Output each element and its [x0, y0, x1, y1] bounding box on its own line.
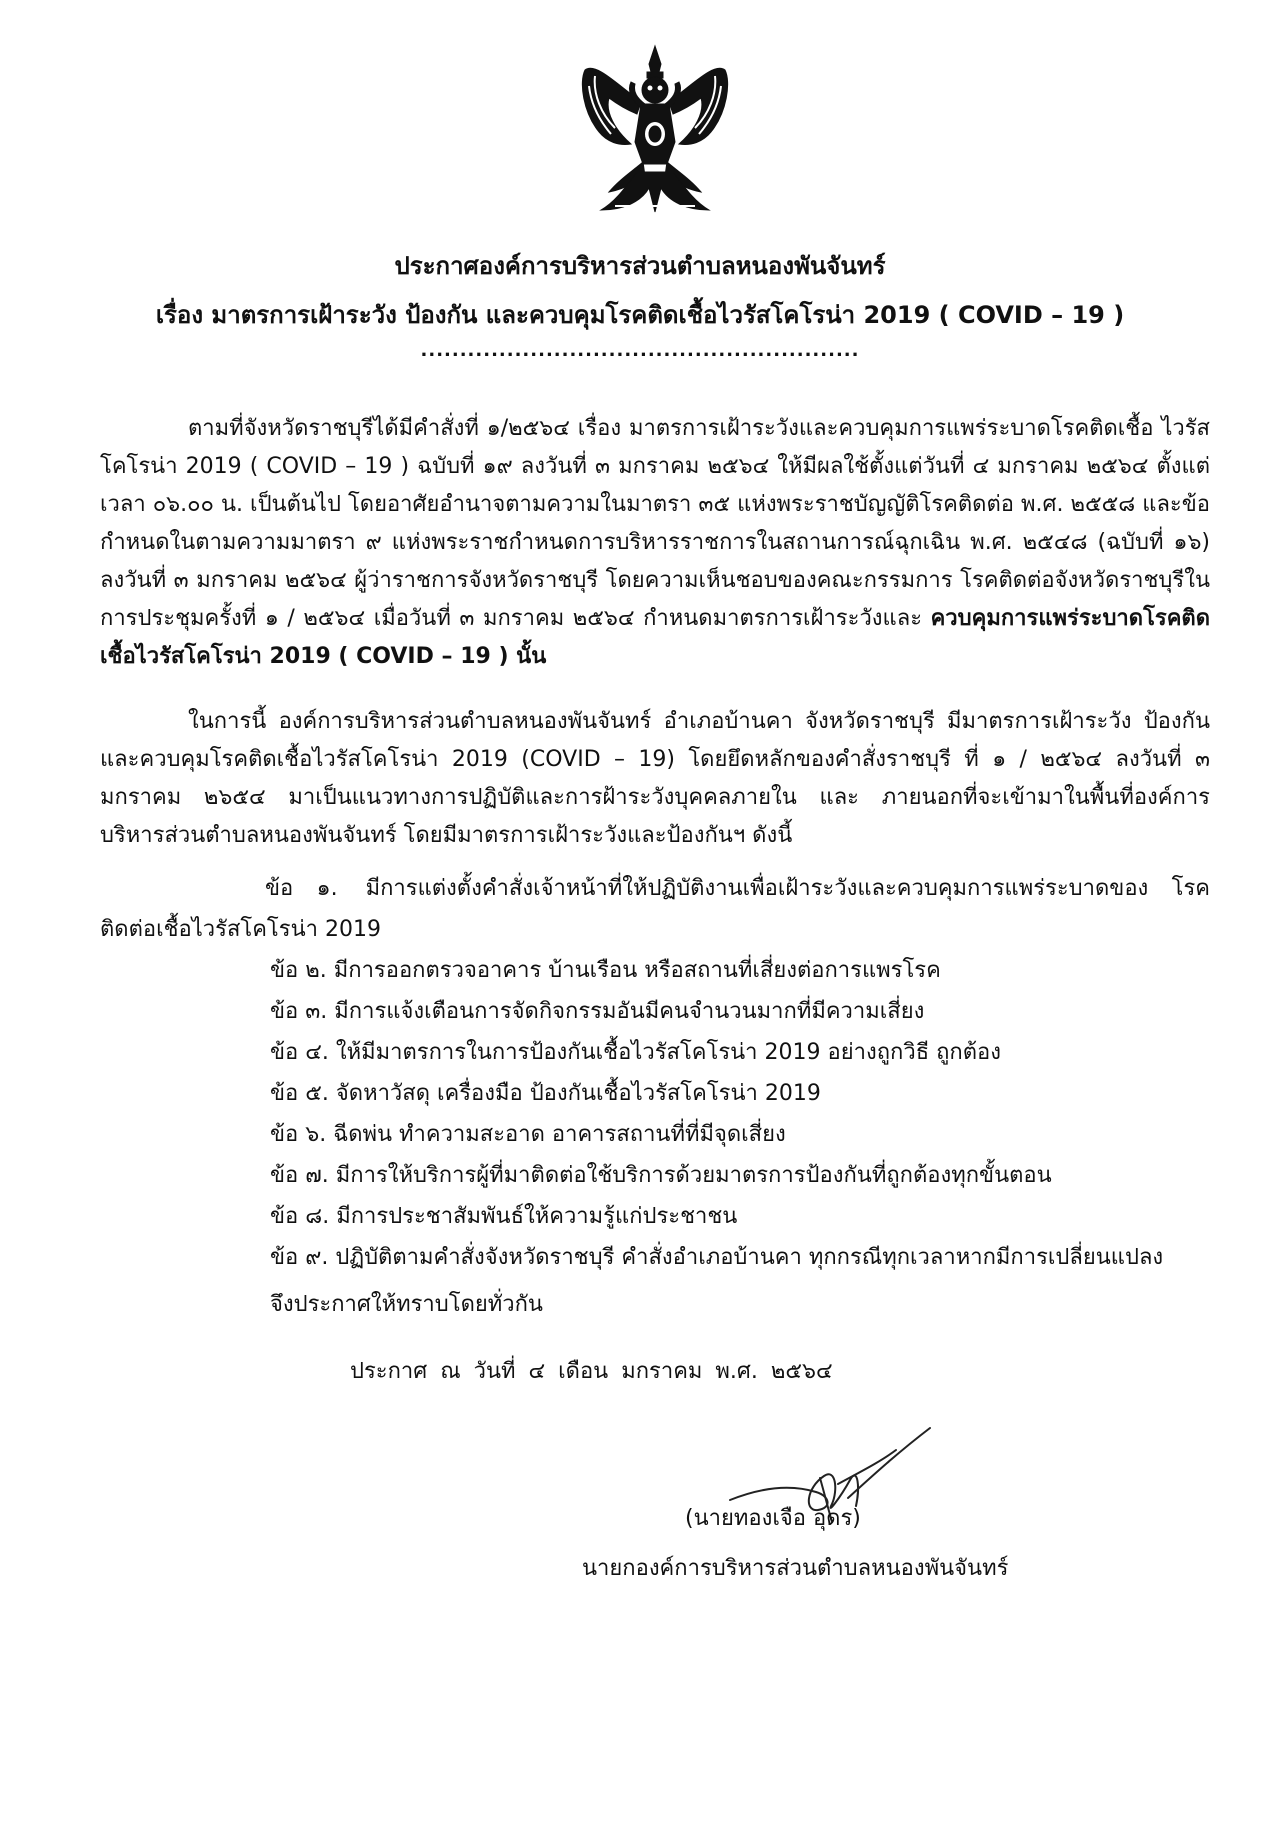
signer-title: นายกองค์การบริหารส่วนตำบลหนองพันจันทร์	[582, 1556, 1009, 1581]
item-text: จัดหาวัสดุ เครื่องมือ ป้องกันเชื้อไวรัสโคโรน่า 2019	[335, 1081, 821, 1106]
signer-name: (นายทองเจือ อุดร)	[685, 1506, 861, 1531]
item-label: ข้อ ๖.	[270, 1122, 327, 1147]
list-item	[100, 1073, 1210, 1114]
list-item	[100, 868, 1210, 950]
announcement-date: ประกาศ ณ วันที่ ๔ เดือน มกราคม พ.ศ. ๒๕๖๔	[350, 1359, 833, 1384]
item-text: มีการแจ้งเตือนการจัดกิจกรรมอันมีคนจำนวนมากที่มีความเสี่ยง	[334, 999, 925, 1024]
item-text: ฉีดพ่น ทำความสะอาด อาคารสถานที่ที่มีจุดเสี่ยง	[333, 1122, 786, 1147]
list-item	[100, 1114, 1210, 1155]
item-label: ข้อ ๑.	[265, 876, 338, 901]
list-item	[100, 1237, 1210, 1278]
paragraph-1-text: ตามที่จังหวัดราชบุรีได้มีคำสั่งที่ ๑/๒๕๖๔ เรื่อง มาตรการเฝ้าระวังและควบคุมการแพร่ระบาดโรคติดเชื้อ ไวรัสโคโรน่า 2019 ( COVID – 19 ) ฉบับที่ ๑๙ ลงวันที่ ๓ มกราคม ๒๕๖๔ ให้มีผลใช้ตั้งแต่วันที่ ๔ มกราคม ๒๕๖๔ ตั้งแต่เวลา ๐๖.๐๐ น. เป็นต้นไป โดยอาศัยอำนาจตามความในมาตรา ๓๕ แห่งพระราชบัญญัติโรคติดต่อ พ.ศ. ๒๕๕๘ และข้อกำหนดในตามความมาตรา ๙ แห่งพระราชกำหนดการบริหารราชการในสถานการณ์ฉุกเฉิน พ.ศ. ๒๕๔๘ (ฉบับที่ ๑๖) ลงวันที่ ๓ มกราคม ๒๕๖๔ ผู้ว่าราชการจังหวัดราชบุรี โดยความเห็นชอบของคณะกรรมการ โรคติดต่อจังหวัดราชบุรีในการประชุมครั้งที่ ๑ / ๒๕๖๔ เมื่อวันที่ ๓ มกราคม ๒๕๖๔ กำหนดมาตรการเฝ้าระวังและ	[100, 416, 1210, 631]
announcement-title: ประกาศองค์การบริหารส่วนตำบลหนองพันจันทร์	[394, 252, 886, 280]
item-label: ข้อ ๘.	[270, 1204, 330, 1229]
item-text: มีการให้บริการผู้ที่มาติดต่อใช้บริการด้วยมาตรการป้องกันที่ถูกต้องทุกขั้นตอน	[335, 1163, 1052, 1188]
item-text: ให้มีมาตรการในการป้องกันเชื้อไวรัสโคโรน่า 2019 อย่างถูกวิธี ถูกต้อง	[335, 1040, 1001, 1065]
paragraph-2-text: ในการนี้ องค์การบริหารส่วนตำบลหนองพันจันทร์ อำเภอบ้านคา จังหวัดราชบุรี มีมาตรการเฝ้าระวัง ป้องกัน และควบคุมโรคติดเชื้อไวรัสโคโรน่า 2019 (COVID – 19) โดยยึดหลักของคำสั่งราชบุรี ที่ ๑ / ๒๕๖๔ ลงวันที่ ๓ มกราคม ๒๖๕๔ มาเป็นแนวทางการปฏิบัติและการฝ้าระวังบุคคลภายใน และ ภายนอกที่จะเข้ามาในพื้นที่องค์การ บริหารส่วนตำบลหนองพันจันทร์ โดยมีมาตรการเฝ้าระวังและป้องกันฯ ดังนี้	[100, 709, 1210, 848]
garuda-emblem-icon	[575, 42, 735, 222]
item-label: ข้อ ๒.	[270, 958, 327, 983]
list-item	[100, 991, 1210, 1032]
paragraph-1-end: ควบคุมการแพร่ระบาดโรคติดเชื้อไวรัสโคโรน่า 2019 ( COVID – 19 ) นั้น	[100, 606, 1210, 669]
measures-list	[100, 868, 1210, 1278]
item-label: ข้อ ๙.	[270, 1245, 329, 1270]
item-label: ข้อ ๕.	[270, 1081, 329, 1106]
body-paragraph-2	[100, 703, 1210, 855]
item-text: มีการแต่งตั้งคำสั่งเจ้าหน้าที่ให้ปฏิบัติงานเพื่อเฝ้าระวังและควบคุมการแพร่ระบาดของ โรคติดต่อเชื้อไวรัสโคโรน่า 2019	[100, 876, 1210, 942]
body-paragraph-1	[100, 410, 1210, 676]
item-label: ข้อ ๓.	[270, 999, 328, 1024]
list-item	[100, 1155, 1210, 1196]
item-text: มีการประชาสัมพันธ์ให้ความรู้แก่ประชาชน	[336, 1204, 738, 1229]
item-label: ข้อ ๔.	[270, 1040, 329, 1065]
list-item	[100, 1196, 1210, 1237]
item-text: มีการออกตรวจอาคาร บ้านเรือน หรือสถานที่เสี่ยงต่อการแพรโรค	[333, 958, 941, 983]
announcement-subject: เรื่อง มาตรการเฝ้าระวัง ป้องกัน และควบคุมโรคติดเชื้อไวรัสโคโรน่า 2019 ( COVID – 19 )	[155, 301, 1125, 329]
item-label: ข้อ ๗.	[270, 1163, 329, 1188]
item-text: ปฏิบัติตามคำสั่งจังหวัดราชบุรี คำสั่งอำเภอบ้านคา ทุกกรณีทุกเวลาหากมีการเปลี่ยนแปลง	[335, 1245, 1164, 1270]
list-item	[100, 1032, 1210, 1073]
closing-statement: จึงประกาศให้ทราบโดยทั่วกัน	[270, 1292, 543, 1317]
list-item	[100, 950, 1210, 991]
header-separator: ........................................................	[420, 340, 860, 361]
